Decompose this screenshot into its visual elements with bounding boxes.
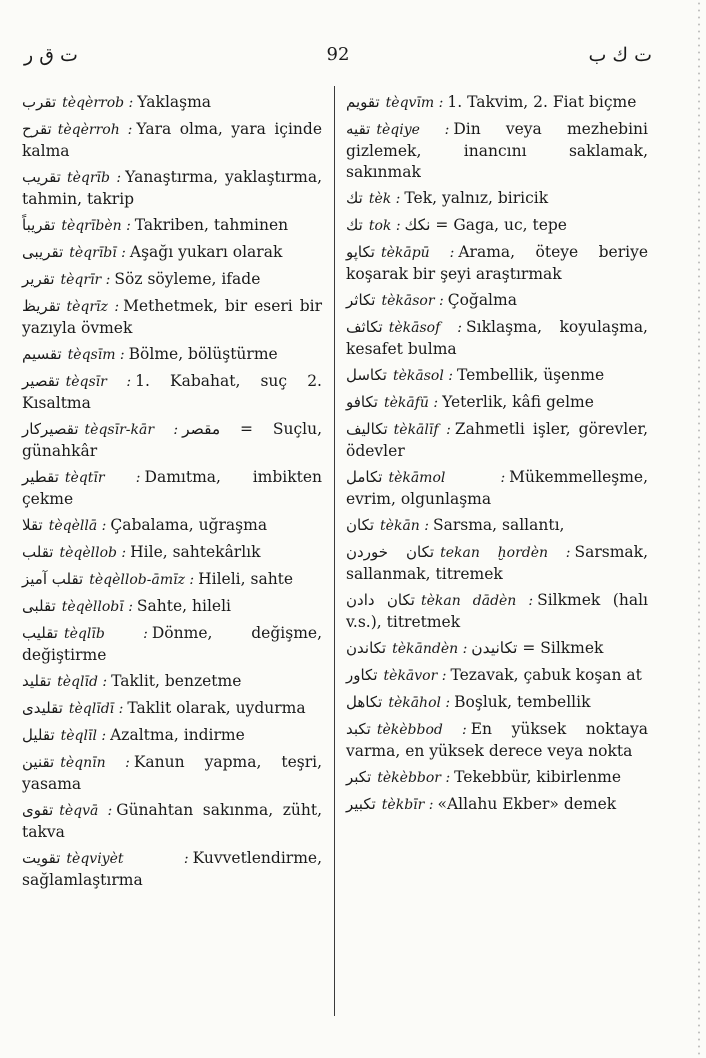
transliteration: tèkèbbod : (376, 722, 467, 738)
dictionary-entry (346, 542, 648, 585)
arabic-headword: تقويت (22, 849, 61, 867)
definition: Hile, sahtekârlık (130, 543, 261, 561)
transliteration: tèkāndèn : (392, 641, 468, 657)
transliteration: tèkāmol : (388, 470, 506, 486)
definition: 1. Takvim, 2. Fiat biçme (447, 93, 637, 111)
dictionary-entry (22, 467, 322, 510)
definition: Sarsma, sallantı, (432, 516, 565, 534)
definition: Yanaştırma, yaklaştırma, tahmin, takrip (22, 168, 322, 208)
dictionary-entry (346, 215, 648, 237)
arabic-headword: تقرح (22, 120, 52, 138)
transliteration: tekan ḫordèn : (440, 545, 571, 561)
transliteration: tèqlīd : (57, 674, 108, 690)
definition: Hileli, sahte (198, 570, 294, 588)
dictionary-entry (346, 638, 648, 660)
dictionary-entry (22, 698, 322, 720)
page-header (20, 44, 656, 74)
transliteration: tèqrībèn : (61, 218, 131, 234)
dictionary-entry (22, 419, 322, 462)
definition: Bölme, bölüştürme (128, 345, 278, 363)
arabic-headword: تقلبى (22, 597, 56, 615)
definition: 1. Kabahat, suç 2. Kısaltma (22, 372, 322, 412)
dictionary-entry (22, 119, 322, 162)
dictionary-entry (22, 215, 322, 237)
definition: Tezavak, çabuk koşan at (450, 666, 642, 684)
definition: Mükemmelleşme, evrim, olgunlaşma (346, 468, 648, 508)
arabic-headword: تقريباً (22, 216, 56, 234)
dictionary-entry (22, 296, 322, 339)
arabic-headword: تك (346, 189, 363, 207)
dictionary-entry (22, 848, 322, 891)
transliteration: tèqiye : (376, 122, 450, 138)
transliteration: tèkāhol : (388, 695, 451, 711)
transliteration: tèqrīr : (60, 272, 111, 288)
margin-dots (696, 0, 702, 1058)
definition: Kuvvetlendirme, sağlamlaştırma (22, 849, 322, 889)
arabic-headword: تقيه (346, 120, 371, 138)
transliteration: tèqtīr : (64, 470, 141, 486)
definition: Sarsmak, sallanmak, titremek (346, 543, 648, 583)
header-right-letters: ت ك ب (588, 44, 652, 66)
definition: نكك = Gaga, uc, tepe (404, 216, 567, 234)
dictionary-entry (22, 167, 322, 210)
dictionary-entry (346, 242, 648, 285)
definition: Tekebbür, kibirlenme (454, 768, 622, 786)
transliteration: tèqnīn : (60, 755, 130, 771)
arabic-headword: تكان (346, 516, 375, 534)
dictionary-entry (22, 623, 322, 666)
definition: Tembellik, üşenme (456, 366, 605, 384)
definition: Sıklaşma, koyulaşma, kesafet bulma (346, 318, 648, 358)
arabic-headword: تقريب (22, 168, 61, 186)
arabic-headword: تكاهل (346, 693, 383, 711)
dictionary-entry (346, 665, 648, 687)
transliteration: tèkāpū : (380, 245, 455, 261)
transliteration: tèqrīz : (66, 299, 120, 315)
definition: Boşluk, tembellik (454, 693, 591, 711)
definition: Sahte, hileli (136, 597, 232, 615)
right-column (346, 92, 648, 821)
transliteration: tèkāsol : (392, 368, 453, 384)
dictionary-entry (346, 767, 648, 789)
definition: Yara olma, yara içinde kalma (22, 120, 322, 160)
arabic-headword: تكبر (346, 768, 372, 786)
definition: Zahmetli işler, görevler, ödevler (346, 420, 648, 460)
arabic-headword: تقسيم (22, 345, 62, 363)
transliteration: tèqrībī : (69, 245, 126, 261)
arabic-headword: تقصيركار (22, 420, 79, 438)
definition: Dönme, değişme, değiştirme (22, 624, 322, 664)
transliteration: tèkan dādèn : (420, 593, 534, 609)
definition: Arama, öteye beriye koşarak bir şeyi araştırmak (346, 243, 648, 283)
transliteration: tèkèbbor : (377, 770, 451, 786)
arabic-headword: تقويم (346, 93, 380, 111)
definition: Çoğalma (447, 291, 517, 309)
arabic-headword: تقلب (22, 543, 54, 561)
definition: Silkmek (halı v.s.), titretmek (346, 591, 648, 631)
arabic-headword: تكاسل (346, 366, 387, 384)
arabic-headword: تقصير (22, 372, 60, 390)
arabic-headword: تقلب آميز (22, 570, 84, 588)
definition: Methetmek, bir eseri bir yazıyla övmek (22, 297, 322, 337)
dictionary-entry (346, 590, 648, 633)
dictionary-entry (22, 92, 322, 114)
definition: Taklit olarak, uydurma (127, 699, 306, 717)
definition: Taklit, benzetme (111, 672, 242, 690)
arabic-headword: تكاثف (346, 318, 383, 336)
transliteration: tèqèllob-āmīz : (89, 572, 195, 588)
arabic-headword: تقليد (22, 672, 52, 690)
arabic-headword: تقريبى (22, 243, 64, 261)
arabic-headword: تكان خوردن (346, 543, 435, 561)
dictionary-entry (22, 269, 322, 291)
transliteration: tèqèllobī : (61, 599, 133, 615)
dictionary-entry (22, 752, 322, 795)
transliteration: tèqsīm : (67, 347, 125, 363)
definition: Yeterlik, kâfi gelme (442, 393, 594, 411)
arabic-headword: تكافو (346, 393, 378, 411)
dictionary-entry (22, 671, 322, 693)
definition: Günahtan sakınma, züht, takva (22, 801, 322, 841)
arabic-headword: تكان دادن (346, 591, 415, 609)
dictionary-entry (346, 467, 648, 510)
arabic-headword: تقرب (22, 93, 57, 111)
transliteration: tèqsīr-kār : (84, 422, 179, 438)
dictionary-entry (346, 719, 648, 762)
transliteration: tèkān : (380, 518, 429, 534)
definition: Azaltma, indirme (110, 726, 245, 744)
column-divider (334, 86, 335, 1016)
definition: تكانيدن = Silkmek (471, 639, 604, 657)
transliteration: tèqviyèt : (66, 851, 189, 867)
arabic-headword: تكاندن (346, 639, 387, 657)
dictionary-entry (22, 596, 322, 618)
definition: Kanun yapma, teşri, yasama (22, 753, 322, 793)
dictionary-entry (346, 392, 648, 414)
definition: Takriben, tahminen (134, 216, 289, 234)
dictionary-entry (346, 317, 648, 360)
dictionary-entry (22, 344, 322, 366)
arabic-headword: تقرير (22, 270, 55, 288)
arabic-headword: تكامل (346, 468, 383, 486)
transliteration: tèk : (368, 191, 401, 207)
definition: Söz söyleme, ifade (114, 270, 261, 288)
arabic-headword: تكاور (346, 666, 378, 684)
arabic-headword: تقليل (22, 726, 55, 744)
arabic-headword: تقوى (22, 801, 54, 819)
arabic-headword: تكاثر (346, 291, 376, 309)
transliteration: tèkbīr : (381, 797, 434, 813)
dictionary-entry (346, 290, 648, 312)
dictionary-entry (22, 515, 322, 537)
arabic-headword: تك (346, 216, 363, 234)
transliteration: tèkālīf : (393, 422, 451, 438)
arabic-headword: تقريظ (22, 297, 61, 315)
transliteration: tok : (368, 218, 401, 234)
arabic-headword: تقلا (22, 516, 43, 534)
transliteration: tèqèllā : (48, 518, 107, 534)
transliteration: tèqlīl : (60, 728, 107, 744)
transliteration: tèkāfū : (383, 395, 439, 411)
arabic-headword: تقنين (22, 753, 55, 771)
page-number: 92 (326, 44, 350, 65)
definition: Çabalama, uğraşma (110, 516, 268, 534)
arabic-headword: تكاپو (346, 243, 375, 261)
dictionary-entry (346, 119, 648, 183)
definition: Din veya mezhebini gizlemek, inancını saklamak, sakınmak (346, 120, 648, 181)
definition: Aşağı yukarı olarak (129, 243, 283, 261)
header-left-letters: ت ق ر (24, 44, 78, 66)
arabic-headword: تقطير (22, 468, 59, 486)
left-column (22, 92, 322, 896)
definition: Yaklaşma (137, 93, 212, 111)
transliteration: tèqrīb : (66, 170, 122, 186)
definition: Damıtma, imbikten çekme (22, 468, 322, 508)
arabic-headword: تقليب (22, 624, 58, 642)
transliteration: tèqèrroh : (57, 122, 133, 138)
dictionary-entry (22, 569, 322, 591)
transliteration: tèqèrrob : (62, 95, 134, 111)
definition: Tek, yalnız, biricik (404, 189, 549, 207)
definition: En yüksek noktaya varma, en yüksek derece veya nokta (346, 720, 648, 760)
transliteration: tèkāsof : (388, 320, 463, 336)
dictionary-entry (346, 794, 648, 816)
arabic-headword: تقليدى (22, 699, 63, 717)
dictionary-entry (346, 365, 648, 387)
transliteration: tèkāvor : (383, 668, 447, 684)
dictionary-entry (346, 515, 648, 537)
dictionary-entry (22, 242, 322, 264)
dictionary-entry (22, 800, 322, 843)
transliteration: tèqvīm : (385, 95, 444, 111)
arabic-headword: تكاليف (346, 420, 388, 438)
dictionary-entry (22, 542, 322, 564)
dictionary-entry (22, 371, 322, 414)
dictionary-entry (346, 92, 648, 114)
dictionary-entry (346, 419, 648, 462)
definition: «Allahu Ekber» demek (437, 795, 617, 813)
arabic-headword: تكبد (346, 720, 371, 738)
transliteration: tèqèllob : (59, 545, 127, 561)
transliteration: tèqvā : (59, 803, 113, 819)
dictionary-entry (22, 725, 322, 747)
transliteration: tèqsīr : (65, 374, 132, 390)
definition: مقصر = Suçlu, günahkâr (22, 420, 322, 460)
arabic-headword: تكبير (346, 795, 376, 813)
dictionary-entry (346, 188, 648, 210)
transliteration: tèkāsor : (381, 293, 444, 309)
dictionary-entry (346, 692, 648, 714)
transliteration: tèqlīb : (63, 626, 148, 642)
transliteration: tèqlīdī : (68, 701, 124, 717)
